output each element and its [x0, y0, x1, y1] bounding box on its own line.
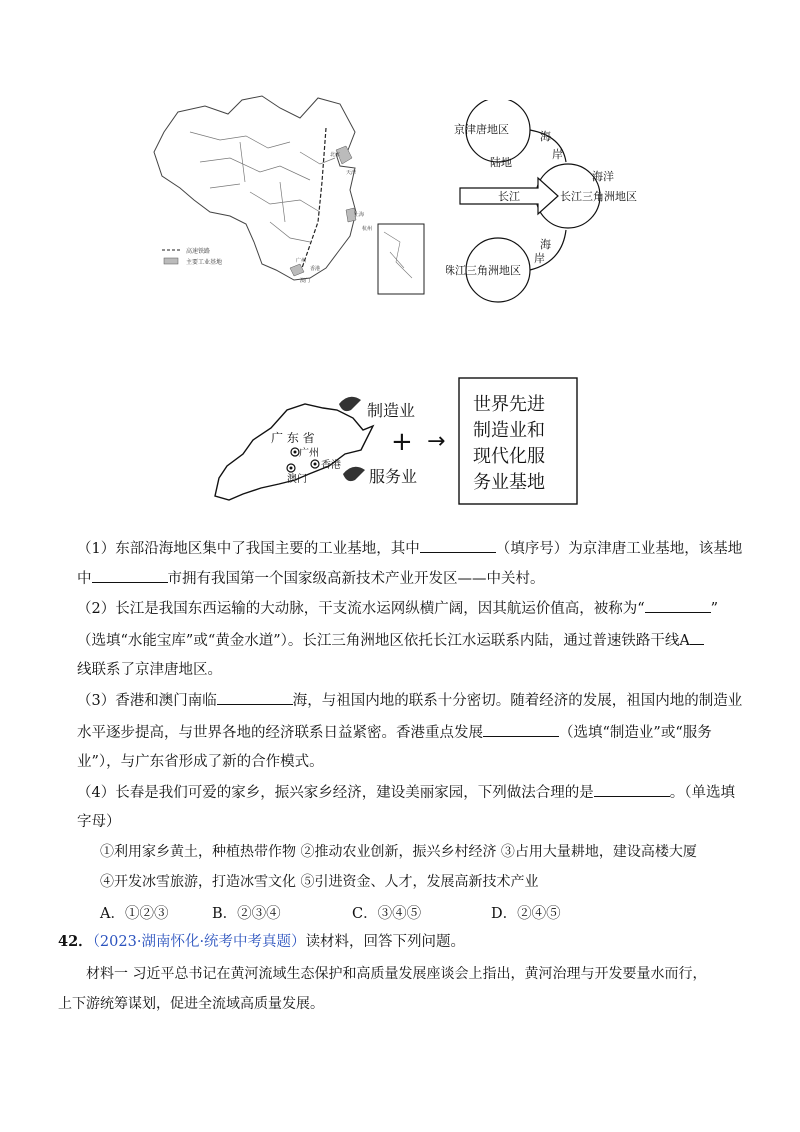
legend-industry: 主要工业基地 [186, 259, 223, 266]
label-coast-top-2: 岸 [552, 148, 563, 161]
label-land: 陆地 [490, 156, 512, 169]
q42-material1-text-a: 材料一 习近平总书记在黄河流域生态保护和高质量发展座谈会上指出，黄河治理与开发要量水而行， [86, 966, 707, 982]
q4-line2 [77, 812, 121, 832]
q42-prompt: 读材料，回答下列问题。 [305, 934, 466, 950]
q3-line2 [77, 722, 712, 743]
map-label-guangzhou: 广州 [296, 258, 307, 264]
q4-blank-1[interactable] [594, 782, 670, 797]
label-coast-top-1: 海 [540, 130, 551, 143]
q3-line3 [77, 752, 324, 772]
box-line-3: 现代化服 [473, 446, 545, 467]
map-label-shanghai: 上海 [354, 212, 365, 218]
q1-text-a: （1）东部沿海地区集中了我国主要的工业基地，其中 [77, 541, 420, 557]
q4-text-a: （4）长春是我们可爱的家乡，振兴家乡经济，建设美丽家园，下列做法合理的是 [77, 785, 594, 801]
label-service: 服务业 [369, 467, 418, 486]
q42-material1-line2 [58, 994, 324, 1014]
south-sea-inset [378, 224, 424, 294]
q1-blank-1[interactable] [420, 538, 496, 553]
label-changjiang-delta: 长江三角洲地区 [560, 190, 637, 203]
q3-text-c: 水平逐步提高，与世界各地的经济联系日益紧密。香港重点发展 [77, 725, 483, 741]
q2-blank-2[interactable] [690, 630, 704, 645]
label-ocean: 海洋 [592, 170, 614, 183]
q3-text-a: （3）香港和澳门南临 [77, 693, 217, 709]
label-xianggang: 香港 [321, 460, 341, 471]
q2-text-a: （2）长江是我国东西运输的大动脉，干支流水运网纵横广阔，因其航运价值高，被称为“ [77, 601, 645, 617]
q2-text-d: 线联系了京津唐地区。 [77, 662, 222, 678]
q2-blank-1[interactable] [645, 598, 711, 613]
q42-source-link[interactable]: （2023·湖南怀化·统考中考真题） [92, 934, 306, 950]
q4-text-c: 字母） [77, 814, 121, 830]
label-river: 长江 [498, 190, 520, 203]
label-province: 广 东 省 [271, 431, 315, 445]
label-coast-bottom-2: 岸 [534, 252, 545, 265]
label-aomen: 澳门 [287, 474, 307, 485]
q42-header [58, 932, 465, 952]
q4-statements-2 [100, 872, 538, 892]
result-arrow: → [427, 429, 446, 454]
q42-number: 42． [58, 933, 93, 950]
q1-text-d: 市拥有我国第一个国家级高新技术产业开发区——中关村。 [167, 571, 545, 587]
map-label-aomen: 澳门 [300, 278, 311, 284]
box-line-2: 制造业和 [473, 420, 545, 441]
q3-blank-1[interactable] [217, 690, 293, 705]
q1-text-b: （填序号）为京津唐工业基地，该基地 [495, 541, 743, 557]
regions-diagram [446, 100, 666, 318]
label-coast-bottom-1: 海 [540, 238, 551, 251]
q4-text-b: 。（单选填 [669, 785, 735, 801]
q4-statements-row-1: ①利用家乡黄土，种植热带作物 ②推动农业创新，振兴乡村经济 ③占用大量耕地，建设高楼大厦 [100, 844, 697, 860]
map-label-hangzhou: 杭州 [362, 226, 373, 232]
label-guangzhou: 广州 [299, 448, 319, 459]
option-b[interactable]: B．②③④ [212, 906, 281, 922]
q3-text-b: 海，与祖国内地的联系十分密切。随着经济的发展，祖国内地的制造业 [292, 693, 743, 709]
legend-railway: 高速铁路 [186, 248, 211, 255]
option-a[interactable]: A．①②③ [100, 906, 169, 922]
q2-line3 [77, 660, 222, 680]
q1-blank-2[interactable] [92, 568, 168, 583]
q2-text-b: ” [710, 601, 719, 617]
option-d[interactable]: D．②④⑤ [491, 906, 561, 922]
label-zhujiang-delta: 珠江三角洲地区 [446, 264, 521, 277]
q3-blank-2[interactable] [483, 722, 559, 737]
q2-line1 [77, 598, 718, 619]
map-label-xianggang: 香港 [310, 266, 321, 272]
guangdong-diagram [205, 370, 595, 510]
q1-line2 [77, 568, 545, 589]
box-line-4: 务业基地 [473, 472, 545, 493]
box-line-1: 世界先进 [473, 394, 545, 415]
label-manufacturing: 制造业 [367, 401, 416, 420]
map-label-beijing: 北京 [330, 152, 341, 158]
hand-icon-manufacturing [339, 397, 361, 411]
q4-line1 [77, 782, 735, 803]
q3-line1 [77, 690, 742, 711]
hand-icon-service [343, 467, 365, 481]
q3-text-d: （选填“制造业”或“服务 [559, 725, 712, 741]
china-map [150, 92, 440, 302]
q42-material1-text-b: 上下游统筹谋划，促进全流域高质量发展。 [58, 996, 324, 1012]
q3-text-e: 业”），与广东省形成了新的合作模式。 [77, 754, 324, 770]
map-label-tianjin: 天津 [346, 170, 357, 176]
option-c[interactable]: C．③④⑤ [352, 906, 422, 922]
q4-statements-row-2: ④开发冰雪旅游，打造冰雪文化 ⑤引进资金、人才，发展高新技术产业 [100, 874, 539, 890]
q2-line2 [77, 630, 704, 651]
china-map-figure [150, 92, 440, 302]
label-jingjintang: 京津唐地区 [454, 123, 509, 136]
q1-text-c: 中 [77, 571, 92, 587]
q1-line1 [77, 538, 742, 559]
q4-statements-1 [100, 842, 697, 862]
plus-sign: + [391, 427, 413, 457]
q42-material1-line1 [86, 964, 706, 984]
q2-text-c: （选填“水能宝库”或“黄金水道”）。长江三角洲地区依托长江水运联系内陆，通过普速铁路干线A [77, 633, 690, 649]
